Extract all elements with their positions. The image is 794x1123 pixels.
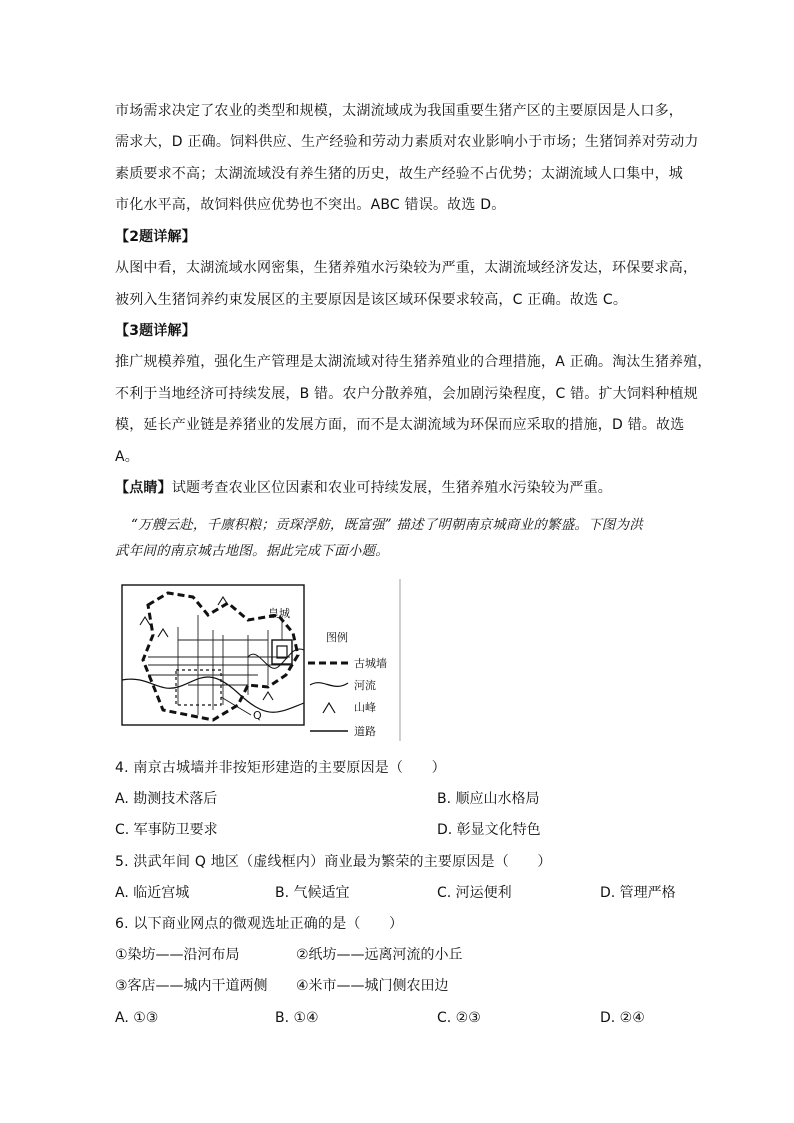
legend-road-label: 道路 — [354, 725, 376, 738]
q6-item-3: ③客店——城内干道两侧 — [115, 978, 268, 994]
q5-option-b[interactable]: B. 气候适宜 — [275, 885, 350, 901]
nanjing-ancient-map — [118, 575, 408, 749]
text-line: 从图中看，太湖流域水网密集，生猪养殖水污染较为严重，太湖流域经济发达，环保要求高， — [115, 260, 698, 276]
legend-river-label: 河流 — [354, 679, 376, 692]
text-line: 素质要求不高；太湖流域没有养生猪的历史，故生产经验不占优势；太湖流域人口集中，城 — [115, 166, 683, 182]
legend-peak-label: 山峰 — [354, 701, 376, 714]
legend-peak-symbol — [323, 703, 335, 713]
text-line: 推广规模养殖，强化生产管理是太湖流域对待生猪养殖业的合理措施，A 正确。淘汰生猪养殖， — [115, 354, 712, 370]
q6-option-c[interactable]: C. ②③ — [437, 1010, 481, 1026]
q4-option-d[interactable]: D. 彰显文化特色 — [437, 822, 541, 838]
q6-option-d[interactable]: D. ②④ — [600, 1010, 645, 1026]
question-4-stem: 4. 南京古城墙并非按矩形建造的主要原因是（ ） — [115, 760, 446, 776]
text-line: 市场需求决定了农业的类型和规模，太湖流域成为我国重要生猪产区的主要原因是人口多， — [115, 103, 683, 119]
q-label: Q — [253, 709, 262, 722]
text-line: 市化水平高，故饲料供应优势也不突出。ABC 错误。故选 D。 — [115, 197, 506, 213]
question-6-stem: 6. 以下商业网点的微观选址正确的是（ ） — [115, 916, 404, 932]
tip-line — [115, 478, 612, 498]
question-5-stem: 5. 洪武年间 Q 地区（虚线框内）商业最为繁荣的主要原因是（ ） — [115, 854, 552, 870]
text-line: 不利于当地经济可持续发展，B 错。农户分散养殖，会加剧污染程度，C 错。扩大饲料种植规 — [115, 386, 698, 402]
q6-option-a[interactable]: A. ①③ — [115, 1010, 159, 1026]
q6-item-4: ④米市——城门侧农田边 — [296, 978, 449, 994]
text-line: 需求大，D 正确。饲料供应、生产经验和劳动力素质对农业影响小于市场；生猪饲养对劳动力 — [115, 134, 699, 150]
q5-option-d[interactable]: D. 管理严格 — [600, 885, 676, 901]
road-network — [148, 615, 290, 715]
q6-item-1: ①染坊——沿河布局 — [115, 947, 240, 963]
legend-river-symbol — [310, 683, 348, 687]
palace-outer — [272, 640, 292, 664]
section-heading-q3: 【3题详解】 — [115, 323, 196, 339]
palace-inner — [277, 646, 287, 658]
legend-wall-label: 古城墙 — [354, 657, 387, 670]
legend-title: 图例 — [326, 631, 348, 644]
text-line: A。 — [115, 449, 139, 465]
q6-option-b[interactable]: B. ①④ — [275, 1010, 319, 1026]
tip-text: 试题考查农业区位因素和农业可持续发展，生猪养殖水污染较为严重。 — [171, 480, 613, 496]
palace-label: 皇城 — [268, 607, 290, 620]
q4-option-c[interactable]: C. 军事防卫要求 — [115, 822, 218, 838]
tip-label: 【点睛】 — [115, 480, 172, 496]
intro-line: “万艘云赴，千廪积粮；贡琛浮舫，既富强” 描述了明朝南京城商业的繁盛。下图为洪 — [131, 517, 643, 533]
q4-option-a[interactable]: A. 勘测技术落后 — [115, 791, 218, 807]
q5-option-c[interactable]: C. 河运便利 — [437, 885, 512, 901]
section-heading-q2: 【2题详解】 — [115, 229, 196, 245]
text-line: 模，延长产业链是养猪业的发展方面，而不是太湖流域为环保而应采取的措施，D 错。故选 — [115, 417, 685, 433]
text-line: 被列入生猪饲养约束发展区的主要原因是该区域环保要求较高，C 正确。故选 C。 — [115, 292, 628, 308]
q5-option-a[interactable]: A. 临近宫城 — [115, 885, 190, 901]
intro-line: 武年间的南京城古地图。据此完成下面小题。 — [115, 543, 389, 559]
q6-item-2: ②纸坊——远离河流的小丘 — [296, 947, 463, 963]
q4-option-b[interactable]: B. 顺应山水格局 — [437, 791, 540, 807]
